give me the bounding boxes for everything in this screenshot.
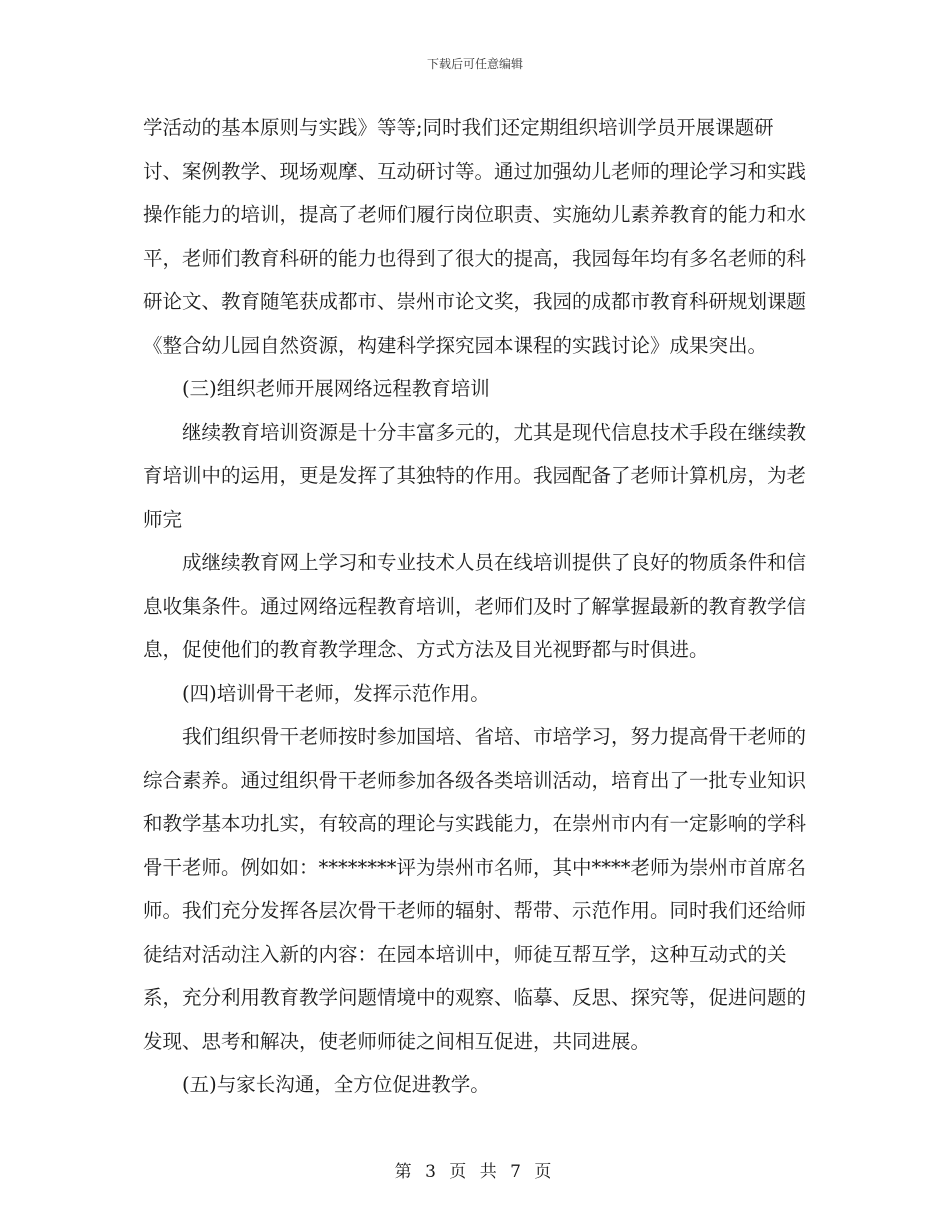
paragraph-2: 继续教育培训资源是十分丰富多元的，尤其是现代信息技术手段在继续教育培训中的运用，更是发挥了其独特的作用。我园配备了老师计算机房，为老师完 [143, 420, 807, 531]
paragraph-4: 我们组织骨干老师按时参加国培、省培、市培学习，努力提高骨干老师的综合素养。通过组织骨干老师参加各级各类培训活动，培育出了一批专业知识和教学基本功扎实，有较高的理论与实践能力，在崇州市内有一定影响的学科骨干老师。例如如：********评为崇州市名师，其中****老师为崇州市首席名师。我们充分发挥各层次骨干老师的辐射、帮带、示范作用。同时我们还给师徒结对活动注入新的内容：在园本培训中，师徒互帮互学，这种互动式的关系，充分利用教育教学问题情境中的观察、临摹、反思、探究等，促进问题的发现、思考和解决，使老师师徒之间相互促进，共同进展。 [143, 725, 807, 1053]
document-body [143, 106, 808, 1107]
section-heading-5: (五)与家长沟通，全方位促进教学。 [182, 1073, 490, 1096]
page-header: 下载后可任意编辑 [426, 57, 523, 71]
paragraph-3: 成继续教育网上学习和专业技术人员在线培训提供了良好的物质条件和信息收集条件。通过网络远程教育培训，老师们及时了解掌握最新的教育教学信息，促使他们的教育教学理念、方式方法及目光视野都与时俱进。 [143, 551, 807, 661]
section-heading-3: (三)组织老师开展网络远程教育培训 [182, 377, 490, 400]
page-footer: 第 3 页 共 7 页 [394, 1162, 556, 1182]
paragraph-1: 学活动的基本原则与实践》等等;同时我们还定期组织培训学员开展课题研讨、案例教学、现场观摩、互动研讨等。通过加强幼儿老师的理论学习和实践操作能力的培训，提高了老师们履行岗位职责、实施幼儿素养教育的能力和水平，老师们教育科研的能力也得到了很大的提高，我园每年均有多名老师的科研论文、教育随笔获成都市、崇州市论文奖，我园的成都市教育科研规划课题《整合幼儿园自然资源，构建科学探究园本课程的实践讨论》成果突出。 [143, 116, 807, 357]
section-heading-4: (四)培训骨干老师，发挥示范作用。 [182, 681, 490, 705]
